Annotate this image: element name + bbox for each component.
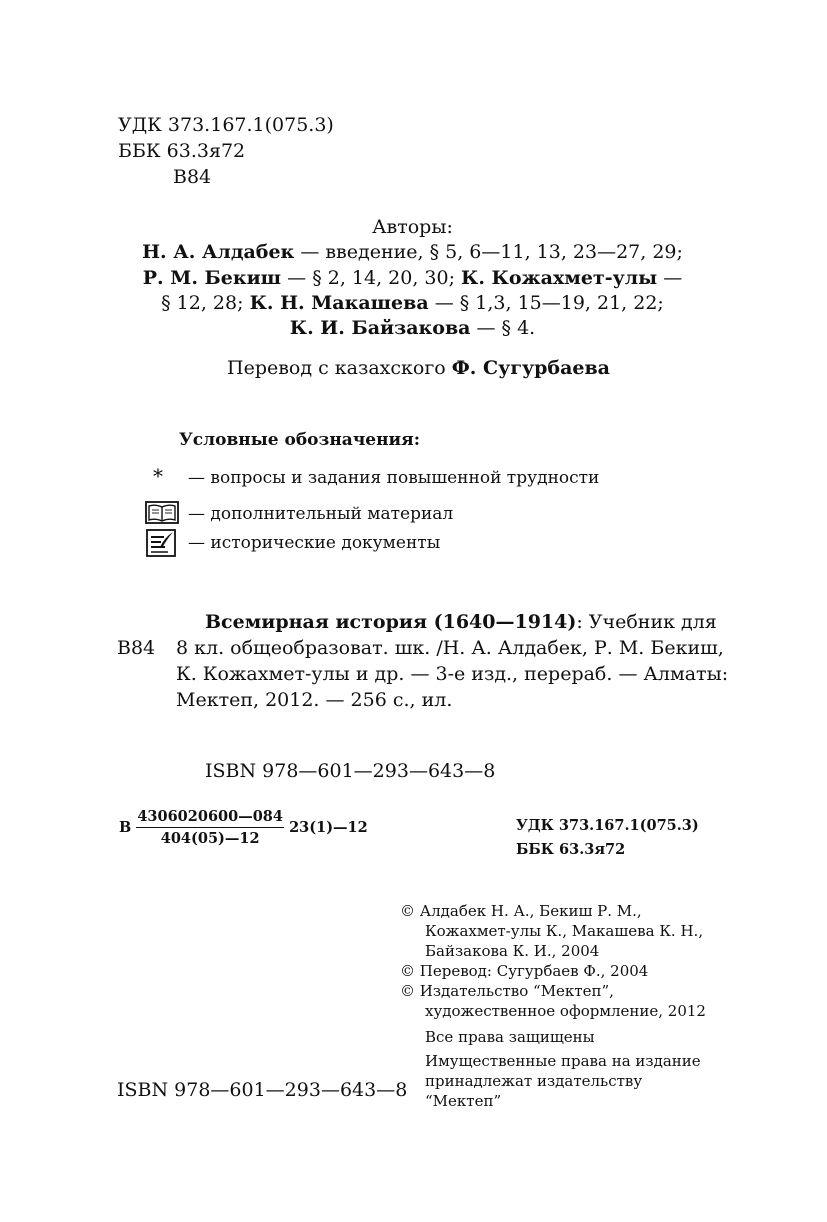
open-book-icon bbox=[145, 501, 179, 524]
authors-heading: Авторы: bbox=[372, 216, 453, 238]
author-sections: — § 4. bbox=[470, 317, 536, 339]
book-title-rest: : Учебник для bbox=[576, 611, 717, 633]
bibliography-line-1 bbox=[205, 611, 717, 634]
bibliography-code: В84 bbox=[117, 637, 156, 659]
authors-line-2 bbox=[0, 267, 826, 290]
catalog-formula bbox=[119, 807, 368, 848]
copyright-line: © Алдабек Н. А., Бекиш Р. М., bbox=[400, 902, 642, 920]
author-sections: — введение, § 5, 6—11, 13, 23—27, 29; bbox=[294, 241, 683, 263]
catalog-bbk: ББК 63.3я72 bbox=[516, 841, 626, 858]
bibliography-isbn: ISBN 978—601—293—643—8 bbox=[205, 760, 496, 782]
author-sections: — bbox=[657, 267, 683, 289]
copyright-line: © Перевод: Сугурбаев Ф., 2004 bbox=[400, 962, 649, 980]
catalog-denominator: 404(05)—12 bbox=[160, 830, 260, 847]
bbk-header: ББК 63.3я72 bbox=[118, 140, 246, 162]
bibliography-line-4: Мектеп, 2012. — 256 с., ил. bbox=[176, 689, 453, 711]
copyright-line: Байзакова К. И., 2004 bbox=[425, 942, 600, 960]
copyright-line: © Издательство “Мектеп”, bbox=[400, 982, 614, 1000]
asterisk-icon: * bbox=[153, 464, 163, 488]
catalog-fraction bbox=[136, 807, 284, 848]
authors-line-1 bbox=[0, 241, 826, 264]
catalog-prefix: В bbox=[119, 819, 132, 836]
copyright-line: Кожахмет-улы К., Макашева К. Н., bbox=[425, 922, 704, 940]
catalog-suffix: 23(1)—12 bbox=[289, 819, 368, 836]
legend-item-documents: — исторические документы bbox=[188, 533, 441, 553]
property-rights-line: принадлежат издательству bbox=[425, 1072, 643, 1090]
bibliography-line-3: К. Кожахмет-улы и др. — 3-е изд., перераб. — Алматы: bbox=[176, 663, 729, 685]
legend-item-difficult: — вопросы и задания повышенной трудности bbox=[188, 468, 600, 488]
legend-title: Условные обозначения: bbox=[179, 430, 420, 450]
translation-line bbox=[227, 357, 610, 380]
translation-prefix: Перевод с казахского bbox=[227, 357, 452, 379]
author-sections: — § 1,3, 15—19, 21, 22; bbox=[428, 292, 664, 314]
author-name: Н. А. Алдабек bbox=[142, 241, 295, 263]
authors-line-3 bbox=[0, 292, 826, 315]
author-mark-code: В84 bbox=[173, 166, 212, 188]
property-rights-line: “Мектеп” bbox=[425, 1092, 502, 1110]
document-quill-icon bbox=[146, 529, 176, 557]
copyright-line: художественное оформление, 2012 bbox=[425, 1002, 706, 1020]
property-rights-line: Имущественные права на издание bbox=[425, 1052, 701, 1070]
rights-reserved: Все права защищены bbox=[425, 1028, 595, 1046]
author-name: К. Кожахмет-улы bbox=[461, 267, 658, 289]
bottom-isbn: ISBN 978—601—293—643—8 bbox=[117, 1079, 408, 1101]
translator-name: Ф. Сугурбаева bbox=[451, 357, 610, 379]
catalog-numerator: 4306020600—084 bbox=[136, 807, 284, 828]
legend-item-additional: — дополнительный материал bbox=[188, 504, 454, 524]
udk-header: УДК 373.167.1(075.3) bbox=[118, 114, 334, 136]
book-title: Всемирная история (1640—1914) bbox=[205, 611, 577, 633]
author-name: К. Н. Макашева bbox=[249, 292, 429, 314]
author-name: К. И. Байзакова bbox=[289, 317, 471, 339]
author-name: Р. М. Бекиш bbox=[142, 267, 282, 289]
author-sections: § 12, 28; bbox=[161, 292, 250, 314]
bibliography-line-2: 8 кл. общеобразоват. шк. /Н. А. Алдабек, Р. М. Бекиш, bbox=[176, 637, 724, 659]
catalog-udk: УДК 373.167.1(075.3) bbox=[516, 817, 699, 834]
authors-line-4 bbox=[0, 317, 826, 340]
author-sections: — § 2, 14, 20, 30; bbox=[281, 267, 462, 289]
